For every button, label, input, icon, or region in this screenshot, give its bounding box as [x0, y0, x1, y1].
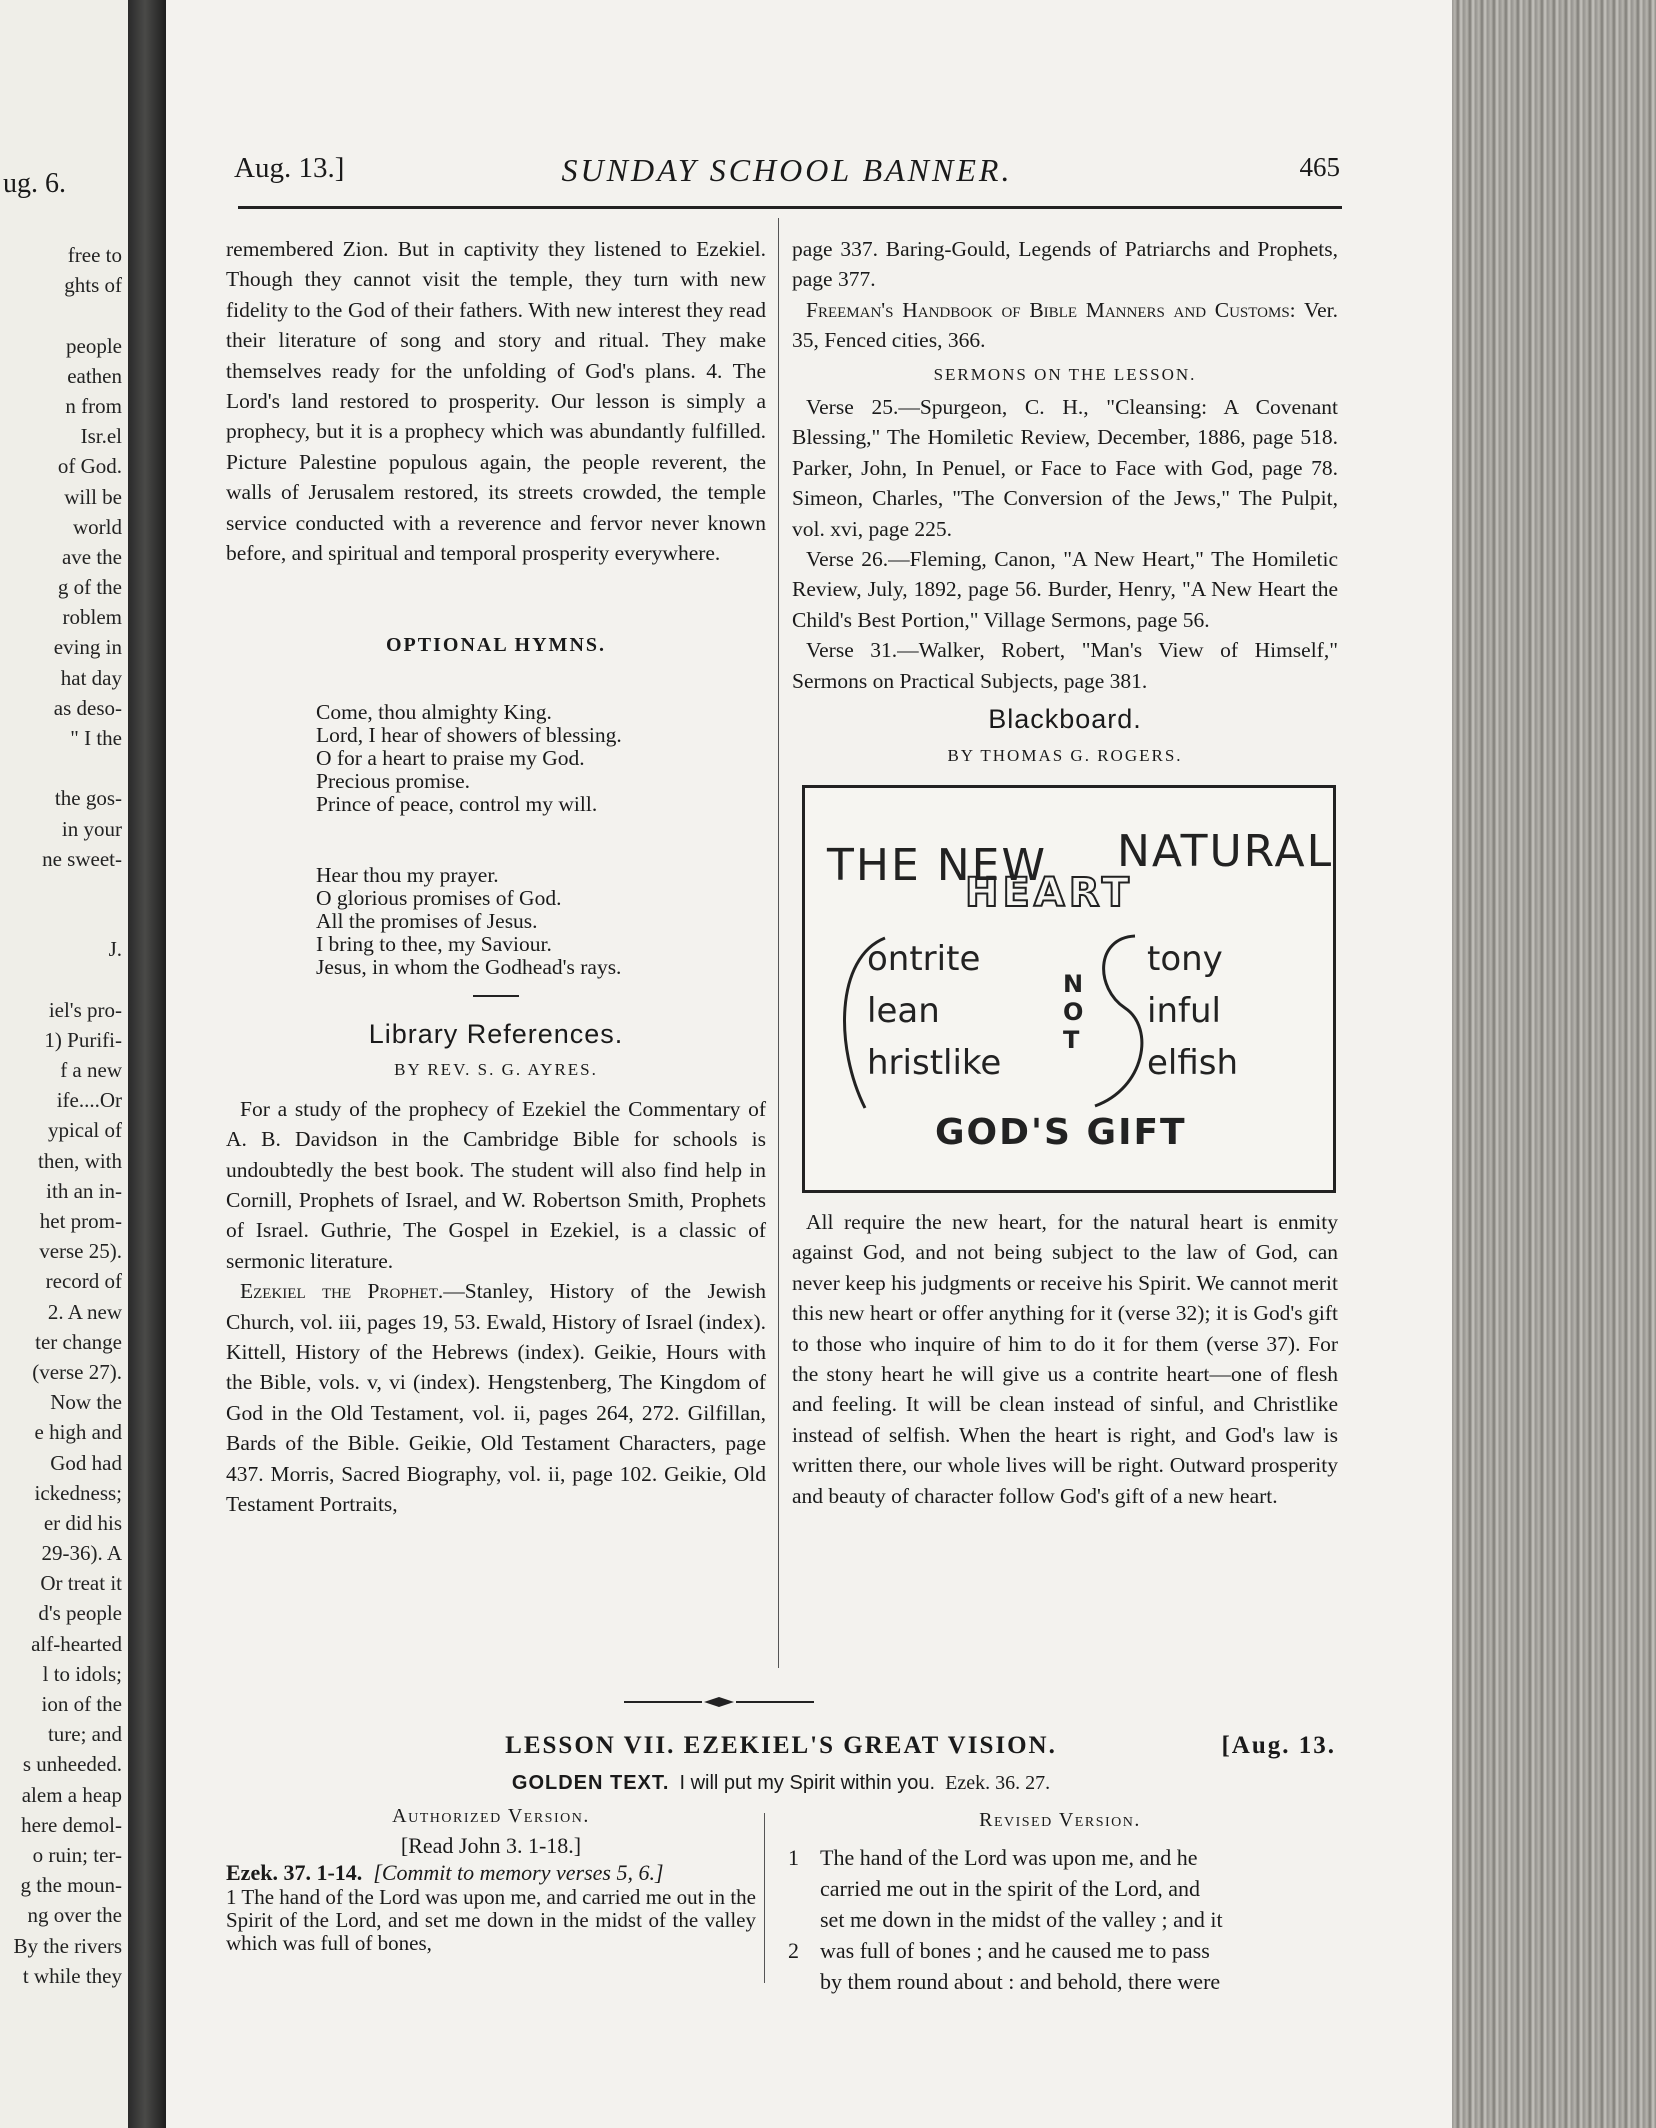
versions-divider: [764, 1813, 765, 1983]
previous-page-line: ypical of: [47, 1118, 122, 1143]
previous-page-line: iel's pro-: [48, 997, 122, 1022]
hymns-group-2: [316, 864, 766, 979]
revised-version: [784, 1805, 1336, 1997]
bb-gods-gift: GOD'S GIFT: [935, 1111, 1187, 1153]
previous-page-line: 2. A new: [47, 1299, 122, 1324]
page-number: 465: [1299, 152, 1340, 182]
library-references-title: Library References.: [368, 1018, 624, 1049]
library-paragraph-2: [226, 1276, 766, 1519]
previous-page-line: 29-36). A: [41, 1541, 122, 1566]
bb-selfish: elfish: [1147, 1042, 1239, 1083]
previous-page-line: [14, 965, 122, 995]
freeman-handbook: [792, 295, 1338, 356]
scripture-versions: [226, 1805, 1336, 2065]
bb-the-new: THE NEW: [827, 839, 1047, 891]
revised-line: [784, 1935, 1336, 1966]
lesson-title: LESSON VII. EZEKIEL'S GREAT VISION.: [505, 1732, 1057, 1759]
previous-page-line: in your: [61, 816, 122, 841]
hymns-title: OPTIONAL HYMNS.: [385, 634, 607, 657]
revised-line-text: by them round about : and behold, there were: [820, 1969, 1221, 1994]
verse-number: 1: [788, 1845, 799, 1870]
hymns-group-1: [316, 701, 766, 816]
previous-page-line: ion of the: [41, 1692, 122, 1716]
blackboard-title: Blackboard.: [988, 704, 1142, 735]
previous-page-line: eving in: [53, 635, 122, 660]
previous-page-line: Now the: [50, 1390, 122, 1415]
section-ornament: [624, 1694, 814, 1710]
previous-page-line: Or treat it: [40, 1571, 122, 1596]
revised-line: [784, 1873, 1336, 1904]
previous-page-line: [14, 753, 122, 783]
revised-line-text: was full of bones ; and he caused me to pass: [820, 1938, 1210, 1963]
verse-25-sermons: Verse 25.—Spurgeon, C. H., "Cleansing: A Covenant Blessing," The Homiletic Review, December, 1886, page 518. Parker, John, In Penuel, or Face to Face with God, page 78. Simeon, Charles, "The Conversion of the Jews," The Pulpit, vol. xvi, page 225.: [792, 395, 1338, 541]
previous-page-line: [14, 300, 122, 330]
revised-text: [784, 1842, 1336, 1997]
previous-page-line: of God.: [57, 454, 122, 479]
previous-page-line: ife....Or: [56, 1088, 122, 1113]
previous-page-line: people: [66, 333, 122, 358]
hymn-line: O glorious promises of God.: [316, 885, 562, 910]
revised-line: [784, 1966, 1336, 1997]
verse-number: 2: [788, 1938, 799, 1963]
previous-page-line: l to idols;: [42, 1661, 122, 1686]
revised-version-title: Revised Version.: [979, 1809, 1141, 1831]
previous-page-line: ne sweet-: [42, 846, 122, 871]
page: [166, 0, 1452, 2128]
bb-christlike: hristlike: [867, 1042, 1002, 1083]
golden-text: [226, 1772, 1336, 1795]
previous-page-line: world: [73, 514, 122, 539]
hymn-line: Prince of peace, control my will.: [316, 791, 598, 816]
revised-line: [784, 1842, 1336, 1873]
previous-page-line: record of: [45, 1269, 122, 1294]
bb-natural: NATURAL: [1117, 825, 1333, 877]
previous-page-line: By the rivers: [13, 1933, 122, 1958]
freeman-text: : Ver. 35, Fenced cities, 366.: [792, 297, 1338, 353]
lesson-section: [226, 1732, 1336, 2065]
hymn-line: All the promises of Jesus.: [316, 908, 538, 933]
golden-text-ref: Ezek. 36. 27.: [945, 1772, 1051, 1794]
previous-page-line: ickedness;: [34, 1480, 122, 1505]
previous-page-line: er did his: [43, 1510, 122, 1535]
previous-page-line: s unheeded.: [22, 1752, 122, 1777]
previous-page-header: ug. 6.: [3, 168, 66, 199]
revised-line: [784, 1904, 1336, 1935]
bb-s-curve: [1095, 936, 1142, 1106]
intro-paragraph: remembered Zion. But in captivity they listened to Ezekiel. Though they cannot visit the temple, they turn with new fidelity to the God of their fathers. With new interest they read their literature of song and story and ritual. They make themselves ready for the unfolding of God's plans. 4. The Lord's land restored to prosperity. Our lesson is simply a prophecy, but it is a prophecy which was abundantly fulfilled. Picture Palestine populous again, the people reverent, the walls of Jerusalem restored, its streets crowded, the temple service conducted with a reverence and fervor never known before, and spiritual and temporal prosperity everywhere.: [226, 237, 766, 566]
previous-page-line: as deso-: [53, 695, 122, 720]
header-date: Aug. 13.]: [234, 152, 345, 184]
previous-page-line: ith an in-: [46, 1178, 122, 1203]
bb-not: N O T: [1063, 969, 1084, 1054]
previous-page-line: ng over the: [27, 1903, 122, 1928]
previous-page: [0, 0, 130, 2128]
authorized-version: [226, 1805, 756, 1955]
memory-verses: [Commit to memory verses 5, 6.]: [373, 1860, 664, 1885]
previous-page-line: will be: [64, 484, 122, 509]
library-paragraph-2-lead: Ezekiel the Prophet.: [240, 1279, 444, 1304]
bb-heart: HEART: [965, 869, 1134, 916]
library-paragraph-2-text: —Stanley, History of the Jewish Church, vol. iii, pages 19, 53. Ewald, History of Israel (index). Kittell, History of the Hebrews (index). Geikie, Hours with the Bible, vols. v, vi (index). Hengstenberg, The Kingdom of God in the Old Testament, vol. ii, pages 264, 272. Gilfillan, Bards of the Bible. Geikie, Old Testament Characters, page 437. Morris, Sacred Biography, vol. ii, page 102. Geikie, Old Testament Portraits,: [226, 1279, 766, 1516]
passage-reference: Ezek. 37. 1-14.: [226, 1860, 363, 1885]
authorized-version-title: Authorized Version.: [392, 1805, 590, 1827]
previous-page-line: eathen: [67, 363, 122, 388]
references-continued: page 337. Baring-Gould, Legends of Patriarchs and Prophets, page 377.: [792, 237, 1338, 292]
previous-page-line: hat day: [60, 665, 122, 690]
verse-26-sermons: Verse 26.—Fleming, Canon, "A New Heart," The Homiletic Review, July, 1892, page 56. Burder, Henry, "A New Heart the Child's Best Portion," Village Sermons, page 56.: [792, 547, 1338, 632]
blackboard-explanation: All require the new heart, for the natural heart is enmity against God, and not being subject to the law of God, can never keep his judgments or receive his Spirit. We cannot merit this new heart or offer anything for it (verse 32); it is God's gift to those who inquire of him to do it for them (verse 37). For the stony heart he will give us a contrite heart—one of flesh and feeling. It will be clean instead of sinful, and Christlike instead of selfish. When the heart is right, and God's law is written there, our whole lives will be right. Outward prosperity and beauty of character follow God's gift of a new heart.: [792, 1209, 1338, 1508]
hymn-line: Lord, I hear of showers of blessing.: [316, 722, 622, 747]
previous-page-line: then, with: [38, 1148, 122, 1173]
library-paragraph-1: For a study of the prophecy of Ezekiel the Commentary of A. B. Davidson in the Cambridge Bible for schools is undoubtedly the best book. The student will also find help in Cornill, Prophets of Israel, and W. Robertson Smith, Prophets of Israel. Guthrie, The Gospel in Ezekiel, is a classic of sermonic literature.: [226, 1096, 766, 1273]
previous-page-line: d's people: [38, 1601, 122, 1626]
page-edges: [1452, 0, 1656, 2128]
previous-page-line: f a new: [60, 1058, 122, 1083]
previous-page-line: o ruin; ter-: [32, 1842, 122, 1867]
previous-page-line: ave the: [61, 544, 122, 569]
section-rule: [473, 995, 519, 997]
column-divider: [778, 218, 779, 1668]
previous-page-line: (verse 27).: [32, 1359, 122, 1384]
previous-page-line: here demol-: [21, 1812, 122, 1837]
previous-page-line: [14, 904, 122, 934]
book-gutter: [128, 0, 166, 2128]
header-rule: [238, 206, 1342, 209]
right-column: [792, 234, 1338, 1511]
previous-page-line: ture; and: [47, 1722, 122, 1747]
header-title: SUNDAY SCHOOL BANNER.: [561, 152, 1013, 188]
golden-text-body: I will put my Spirit within you.: [679, 1772, 936, 1794]
previous-page-line: J.: [108, 937, 122, 962]
previous-page-line: het prom-: [39, 1209, 122, 1233]
previous-page-line: free to: [67, 243, 122, 267]
sermons-title: SERMONS ON THE LESSON.: [933, 364, 1197, 384]
previous-page-line: roblem: [62, 605, 122, 630]
left-column: [226, 234, 766, 1519]
previous-page-line: g of the: [57, 575, 122, 600]
verse-31-sermons: Verse 31.—Walker, Robert, "Man's View of Himself," Sermons on Practical Subjects, page 381.: [792, 638, 1338, 693]
previous-page-line: " I the: [70, 726, 122, 750]
bb-contrite: ontrite: [867, 938, 981, 979]
revised-line-text: The hand of the Lord was upon me, and he: [820, 1845, 1198, 1870]
hymn-line: Precious promise.: [316, 768, 471, 793]
previous-page-line: n from: [65, 393, 122, 418]
revised-line-text: set me down in the midst of the valley ; and it: [820, 1907, 1223, 1932]
previous-page-line: alem a heap: [21, 1782, 122, 1807]
hymn-line: Hear thou my prayer.: [316, 862, 499, 887]
hymn-line: Jesus, in whom the Godhead's rays.: [316, 954, 622, 979]
previous-page-line: God had: [50, 1450, 122, 1475]
previous-page-line: e high and: [34, 1420, 122, 1445]
previous-page-line: 1) Purifi-: [44, 1027, 122, 1052]
previous-page-line: alf-hearted: [31, 1631, 122, 1656]
blackboard-illustration: [802, 785, 1336, 1193]
hymn-line: O for a heart to praise my God.: [316, 745, 585, 770]
read-reference: [Read John 3. 1-18.]: [400, 1833, 582, 1858]
passage-line: [226, 1861, 756, 1884]
blackboard-drawing: [805, 788, 1333, 1190]
previous-page-line: g the moun-: [20, 1873, 122, 1898]
previous-page-line: ghts of: [64, 273, 122, 298]
bb-clean: lean: [867, 990, 940, 1031]
bb-stony: tony: [1147, 938, 1223, 979]
hymn-line: Come, thou almighty King.: [316, 699, 552, 724]
previous-page-line: verse 25).: [39, 1239, 122, 1264]
previous-page-line: [14, 874, 122, 904]
hymn-line: I bring to thee, my Saviour.: [316, 931, 552, 956]
blackboard-byline: BY THOMAS G. ROGERS.: [947, 745, 1183, 765]
previous-page-line: Isr.el: [80, 424, 122, 449]
previous-page-text: [14, 240, 122, 1991]
library-byline: BY REV. S. G. AYRES.: [394, 1060, 598, 1080]
running-header: [234, 152, 1340, 196]
authorized-text: 1 The hand of the Lord was upon me, and carried me out in the Spirit of the Lord, and set me down in the midst of the valley which was full of bones,: [226, 1885, 756, 1955]
lesson-heading: [226, 1732, 1336, 1766]
freeman-lead: Freeman's Handbook of Bible Manners and Customs: [806, 297, 1290, 322]
previous-page-line: t while they: [22, 1963, 122, 1988]
revised-line-text: carried me out in the spirit of the Lord, and: [820, 1876, 1200, 1901]
bb-sinful: inful: [1147, 990, 1221, 1031]
previous-page-line: the gos-: [54, 786, 122, 811]
lesson-date: [Aug. 13.: [1221, 1732, 1336, 1759]
golden-text-label: GOLDEN TEXT.: [511, 1772, 670, 1794]
previous-page-line: ter change: [35, 1329, 122, 1354]
